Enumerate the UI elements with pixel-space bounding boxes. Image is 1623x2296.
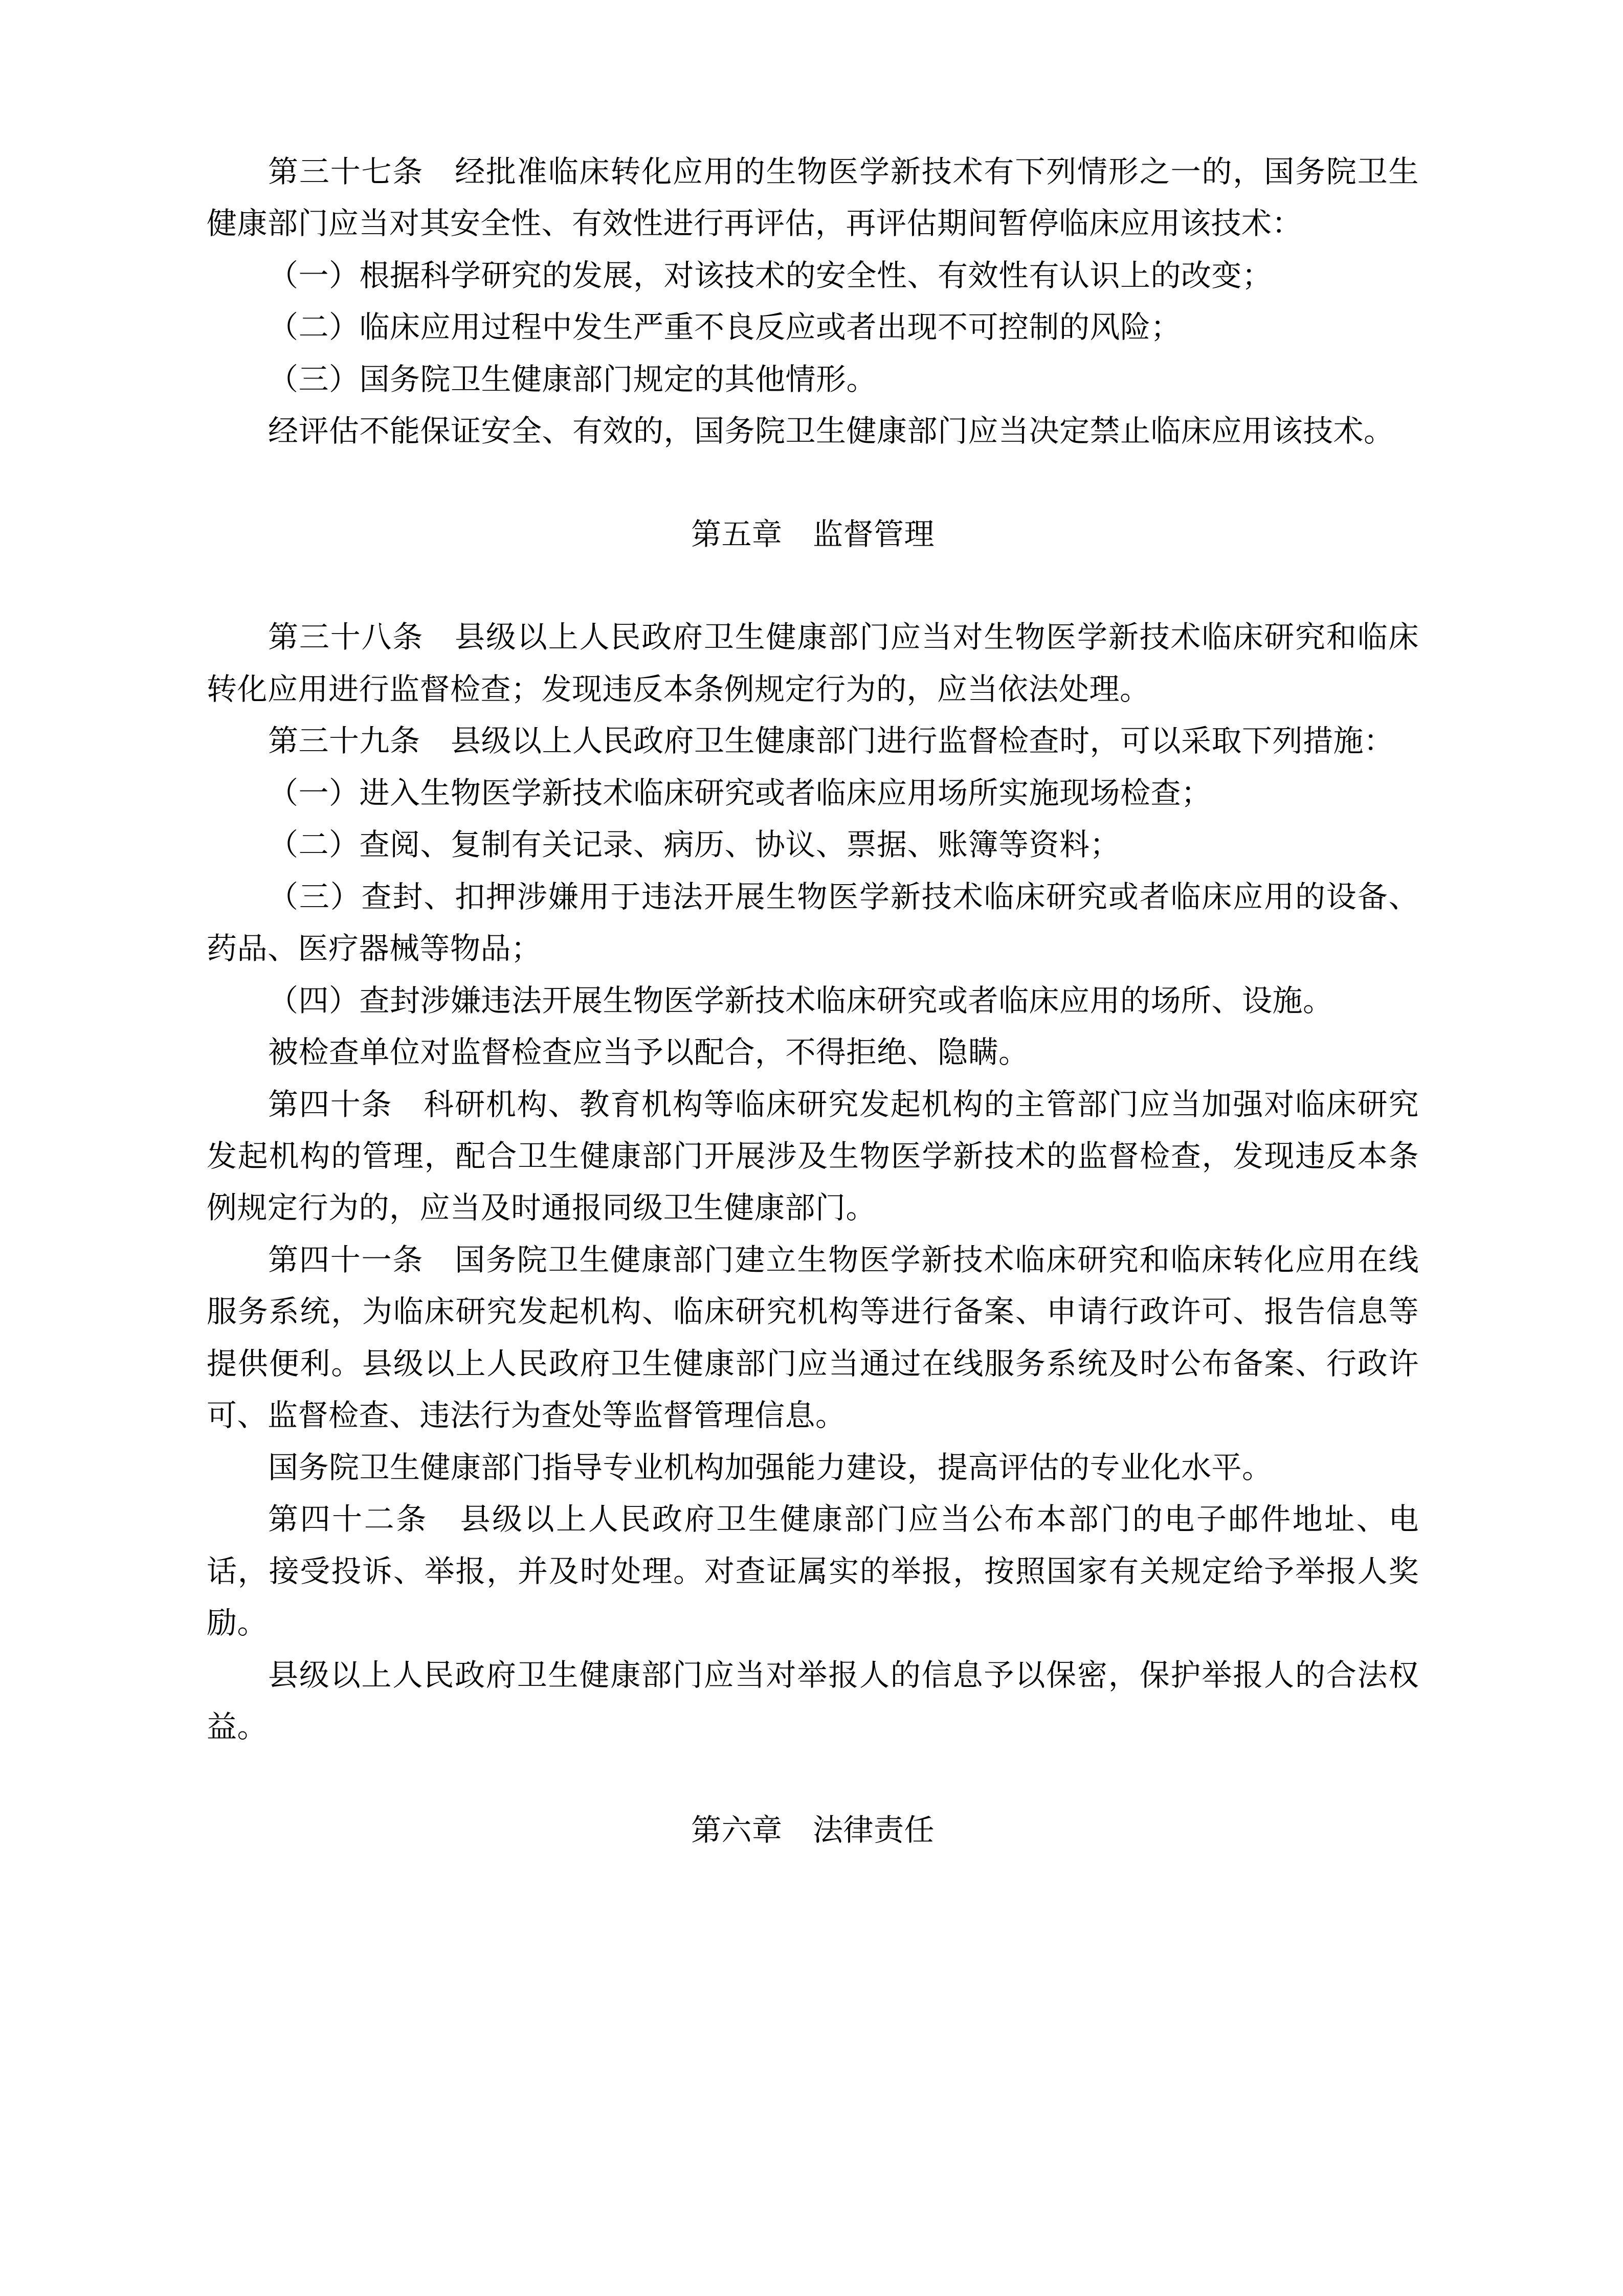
article-37-paragraph: 第三十七条 经批准临床转化应用的生物医学新技术有下列情形之一的，国务院卫生健康部门应当对其安全性、有效性进行再评估，再评估期间暂停临床应用该技术：	[207, 154, 1419, 241]
article-42-closing-paragraph: 县级以上人民政府卫生健康部门应当对举报人的信息予以保密，保护举报人的合法权益。	[207, 1657, 1419, 1745]
article-37-closing-paragraph: 经评估不能保证安全、有效的，国务院卫生健康部门应当决定禁止临床应用该技术。	[268, 413, 1394, 449]
article-39-item-1: （一）进入生物医学新技术临床研究或者临床应用场所实施现场检查；	[268, 775, 1212, 811]
article-39-item-2: （二）查阅、复制有关记录、病历、协议、票据、账簿等资料；	[268, 827, 1121, 863]
article-39-closing-paragraph: 被检查单位对监督检查应当予以配合，不得拒绝、隐瞒。	[268, 1034, 1029, 1070]
chapter-spacer-top	[207, 457, 1419, 508]
chapter-spacer-bottom	[207, 1856, 1419, 1907]
article-39-paragraph: 第三十九条 县级以上人民政府卫生健康部门进行监督检查时，可以采取下列措施：	[268, 723, 1394, 759]
chapter-spacer-bottom	[207, 560, 1419, 611]
chapter-6-heading: 第六章 法律责任	[691, 1812, 935, 1848]
article-37-item-3: （三）国务院卫生健康部门规定的其他情形。	[268, 361, 877, 397]
article-37-item-1: （一）根据科学研究的发展，对该技术的安全性、有效性有认识上的改变；	[268, 257, 1273, 293]
chapter-spacer-top	[207, 1753, 1419, 1804]
article-40-paragraph: 第四十条 科研机构、教育机构等临床研究发起机构的主管部门应当加强对临床研究发起机构的管理，配合卫生健康部门开展涉及生物医学新技术的监督检查，发现违反本条例规定行为的，应当及时通报同级卫生健康部门。	[207, 1086, 1419, 1226]
document-body	[207, 146, 1419, 1907]
article-38-paragraph: 第三十八条 县级以上人民政府卫生健康部门应当对生物医学新技术临床研究和临床转化应用进行监督检查；发现违反本条例规定行为的，应当依法处理。	[207, 619, 1419, 707]
article-41-closing-paragraph: 国务院卫生健康部门指导专业机构加强能力建设，提高评估的专业化水平。	[268, 1449, 1273, 1485]
article-37-item-2: （二）临床应用过程中发生严重不良反应或者出现不可控制的风险；	[268, 309, 1182, 345]
article-39-item-4: （四）查封涉嫌违法开展生物医学新技术临床研究或者临床应用的场所、设施。	[268, 982, 1333, 1018]
article-39-item-3: （三）查封、扣押涉嫌用于违法开展生物医学新技术临床研究或者临床应用的设备、药品、医疗器械等物品；	[207, 879, 1419, 966]
article-42-paragraph: 第四十二条 县级以上人民政府卫生健康部门应当公布本部门的电子邮件地址、电话，接受投诉、举报，并及时处理。对查证属实的举报，按照国家有关规定给予举报人奖励。	[207, 1501, 1419, 1641]
chapter-5-heading: 第五章 监督管理	[691, 516, 935, 552]
article-41-paragraph: 第四十一条 国务院卫生健康部门建立生物医学新技术临床研究和临床转化应用在线服务系统，为临床研究发起机构、临床研究机构等进行备案、申请行政许可、报告信息等提供便利。县级以上人民政府卫生健康部门应当通过在线服务系统及时公布备案、行政许可、监督检查、违法行为查处等监督管理信息。	[207, 1242, 1419, 1433]
